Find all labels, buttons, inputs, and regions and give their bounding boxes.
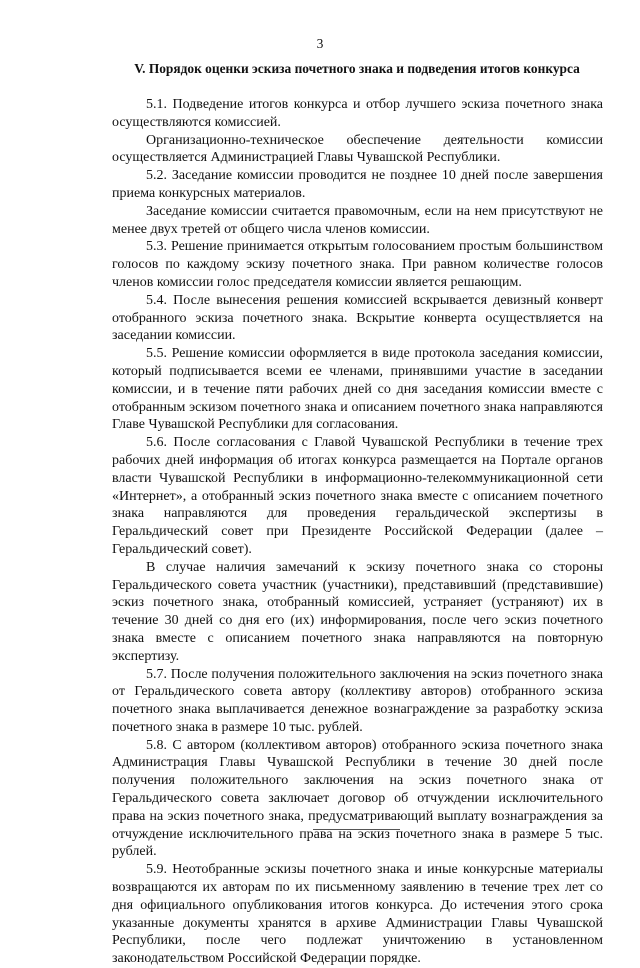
section-heading: V. Порядок оценки эскиза почетного знака и подведения итогов конкурса <box>134 61 580 76</box>
paragraph-5-2: 5.2. Заседание комиссии проводится не позднее 10 дней после завершения приема конкурсных материалов. <box>112 168 603 201</box>
page-number: 3 <box>316 36 324 51</box>
paragraph-5-9: 5.9. Неотобранные эскизы почетного знака и иные конкурсные материалы возвращаются их авторам по их письменному заявлению в течение трех лет со дня официального опубликования итогов конкурса. До истечения этого срока указанные документы хранятся в архиве Администрации Главы Чувашской Республики, после чего подлежат уничтожению в установленном законодательством Российской Федерации порядке. <box>112 862 603 967</box>
paragraph-5-5: 5.5. Решение комиссии оформляется в виде протокола заседания комиссии, который подписывается всеми ее членами, принявшими участие в заседании комиссии, и в течение пяти рабочих дней со дня заседания комиссии вместе с отобранным эскизом почетного знака и описанием почетного знака направляются Главе Чувашской Республики для согласования. <box>112 346 603 433</box>
paragraph-5-6: 5.6. После согласования с Главой Чувашской Республики в течение трех рабочих дней информация об итогах конкурса размещается на Портале органов власти Чувашской Республики в информационно-телекоммуникационной сети «Интернет», а отобранный эскиз почетного знака вместе с описанием почетного знака направляются для проведения геральдической экспертизы в Геральдический совет при Президенте Российской Федерации (далее – Геральдический совет). <box>112 435 603 557</box>
paragraph-5-8: 5.8. С автором (коллективом авторов) отобранного эскиза почетного знака Администрация Главы Чувашской Республики в течение 30 дней после получения положительного заключения на эскиз почетного знака от Геральдического совета заключает договор об отчуждении исключительного права на эскиз почетного знака, предусматривающий выплату вознаграждения за отчуждение исключительного права на эскиз почетного знака в размере 5 тыс. рублей. <box>112 737 603 860</box>
paragraph-5-1: 5.1. Подведение итогов конкурса и отбор лучшего эскиза почетного знака осуществляются комиссией. <box>112 97 603 130</box>
end-separator-line <box>313 829 400 830</box>
document-body <box>112 96 603 968</box>
paragraph-5-6-remarks: В случае наличия замечаний к эскизу почетного знака со стороны Геральдического совета участник (участники), представивший (представившие) эскиз почетного знака, отобранный комиссией, устраняет (устраняют) их в течение 30 дней со дня его (их) информирования, после чего эскиз почетного знака вместе с описанием почетного знака направляются на повторную экспертизу. <box>112 559 603 664</box>
paragraph-5-7: 5.7. После получения положительного заключения на эскиз почетного знака от Геральдического совета автору (коллективу авторов) отобранного эскиза почетного знака выплачивается денежное вознаграждение за разработку эскиза почетного знака в размере 10 тыс. рублей. <box>112 666 603 735</box>
paragraph-5-4: 5.4. После вынесения решения комиссией вскрывается девизный конверт отобранного эскиза почетного знака. Вскрытие конверта осуществляется на заседании комиссии. <box>112 292 603 344</box>
paragraph-5-3: 5.3. Решение принимается открытым голосованием простым большинством голосов по каждому эскизу почетного знака. При равном количестве голосов членов комиссии голос председателя комиссии является решающим. <box>112 239 603 290</box>
paragraph-5-1-support: Организационно-техническое обеспечение деятельности комиссии осуществляется Администрацией Главы Чувашской Республики. <box>112 132 603 166</box>
paragraph-5-2-quorum: Заседание комиссии считается правомочным, если на нем присутствуют не менее двух третей от общего числа членов комиссии. <box>112 203 603 237</box>
